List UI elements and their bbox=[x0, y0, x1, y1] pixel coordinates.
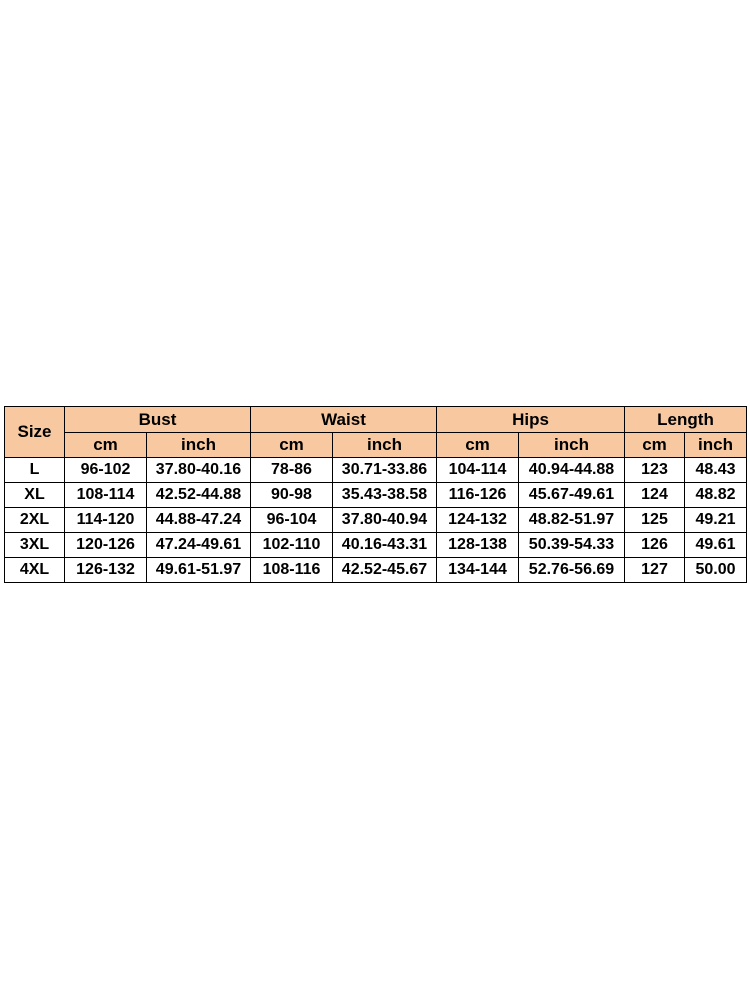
length-cm-cell: 123 bbox=[625, 458, 685, 483]
length-inch-cell: 49.61 bbox=[685, 533, 747, 558]
group-header-bust: Bust bbox=[65, 407, 251, 433]
waist-inch-cell: 30.71-33.86 bbox=[333, 458, 437, 483]
length-inch-cell: 49.21 bbox=[685, 508, 747, 533]
bust-inch-cell: 42.52-44.88 bbox=[147, 483, 251, 508]
unit-header-length-cm: cm bbox=[625, 433, 685, 458]
waist-inch-cell: 35.43-38.58 bbox=[333, 483, 437, 508]
group-header-length: Length bbox=[625, 407, 747, 433]
hips-cm-cell: 124-132 bbox=[437, 508, 519, 533]
size-cell: 4XL bbox=[5, 558, 65, 583]
bust-cm-cell: 126-132 bbox=[65, 558, 147, 583]
waist-cm-cell: 108-116 bbox=[251, 558, 333, 583]
unit-header-length-inch: inch bbox=[685, 433, 747, 458]
unit-header-bust-inch: inch bbox=[147, 433, 251, 458]
hips-inch-cell: 45.67-49.61 bbox=[519, 483, 625, 508]
hips-inch-cell: 40.94-44.88 bbox=[519, 458, 625, 483]
size-cell: 2XL bbox=[5, 508, 65, 533]
group-header-hips: Hips bbox=[437, 407, 625, 433]
table-row bbox=[5, 508, 747, 533]
waist-cm-cell: 102-110 bbox=[251, 533, 333, 558]
table-row bbox=[5, 558, 747, 583]
bust-cm-cell: 114-120 bbox=[65, 508, 147, 533]
unit-header-hips-cm: cm bbox=[437, 433, 519, 458]
length-inch-cell: 48.82 bbox=[685, 483, 747, 508]
header-row-groups bbox=[5, 407, 747, 433]
unit-header-waist-cm: cm bbox=[251, 433, 333, 458]
bust-cm-cell: 108-114 bbox=[65, 483, 147, 508]
group-header-waist: Waist bbox=[251, 407, 437, 433]
length-cm-cell: 126 bbox=[625, 533, 685, 558]
waist-cm-cell: 78-86 bbox=[251, 458, 333, 483]
hips-inch-cell: 48.82-51.97 bbox=[519, 508, 625, 533]
unit-header-hips-inch: inch bbox=[519, 433, 625, 458]
bust-inch-cell: 47.24-49.61 bbox=[147, 533, 251, 558]
waist-inch-cell: 42.52-45.67 bbox=[333, 558, 437, 583]
waist-inch-cell: 40.16-43.31 bbox=[333, 533, 437, 558]
hips-cm-cell: 128-138 bbox=[437, 533, 519, 558]
bust-inch-cell: 49.61-51.97 bbox=[147, 558, 251, 583]
size-header: Size bbox=[5, 407, 65, 458]
waist-cm-cell: 90-98 bbox=[251, 483, 333, 508]
size-cell: 3XL bbox=[5, 533, 65, 558]
table-row bbox=[5, 483, 747, 508]
length-cm-cell: 127 bbox=[625, 558, 685, 583]
waist-inch-cell: 37.80-40.94 bbox=[333, 508, 437, 533]
hips-inch-cell: 52.76-56.69 bbox=[519, 558, 625, 583]
length-cm-cell: 125 bbox=[625, 508, 685, 533]
unit-header-bust-cm: cm bbox=[65, 433, 147, 458]
length-inch-cell: 50.00 bbox=[685, 558, 747, 583]
hips-cm-cell: 134-144 bbox=[437, 558, 519, 583]
hips-cm-cell: 116-126 bbox=[437, 483, 519, 508]
size-chart-table bbox=[4, 406, 747, 583]
table-row bbox=[5, 458, 747, 483]
header-row-units bbox=[5, 433, 747, 458]
table-row bbox=[5, 533, 747, 558]
hips-cm-cell: 104-114 bbox=[437, 458, 519, 483]
bust-cm-cell: 120-126 bbox=[65, 533, 147, 558]
waist-cm-cell: 96-104 bbox=[251, 508, 333, 533]
length-cm-cell: 124 bbox=[625, 483, 685, 508]
bust-cm-cell: 96-102 bbox=[65, 458, 147, 483]
bust-inch-cell: 37.80-40.16 bbox=[147, 458, 251, 483]
size-cell: L bbox=[5, 458, 65, 483]
size-cell: XL bbox=[5, 483, 65, 508]
hips-inch-cell: 50.39-54.33 bbox=[519, 533, 625, 558]
bust-inch-cell: 44.88-47.24 bbox=[147, 508, 251, 533]
length-inch-cell: 48.43 bbox=[685, 458, 747, 483]
unit-header-waist-inch: inch bbox=[333, 433, 437, 458]
